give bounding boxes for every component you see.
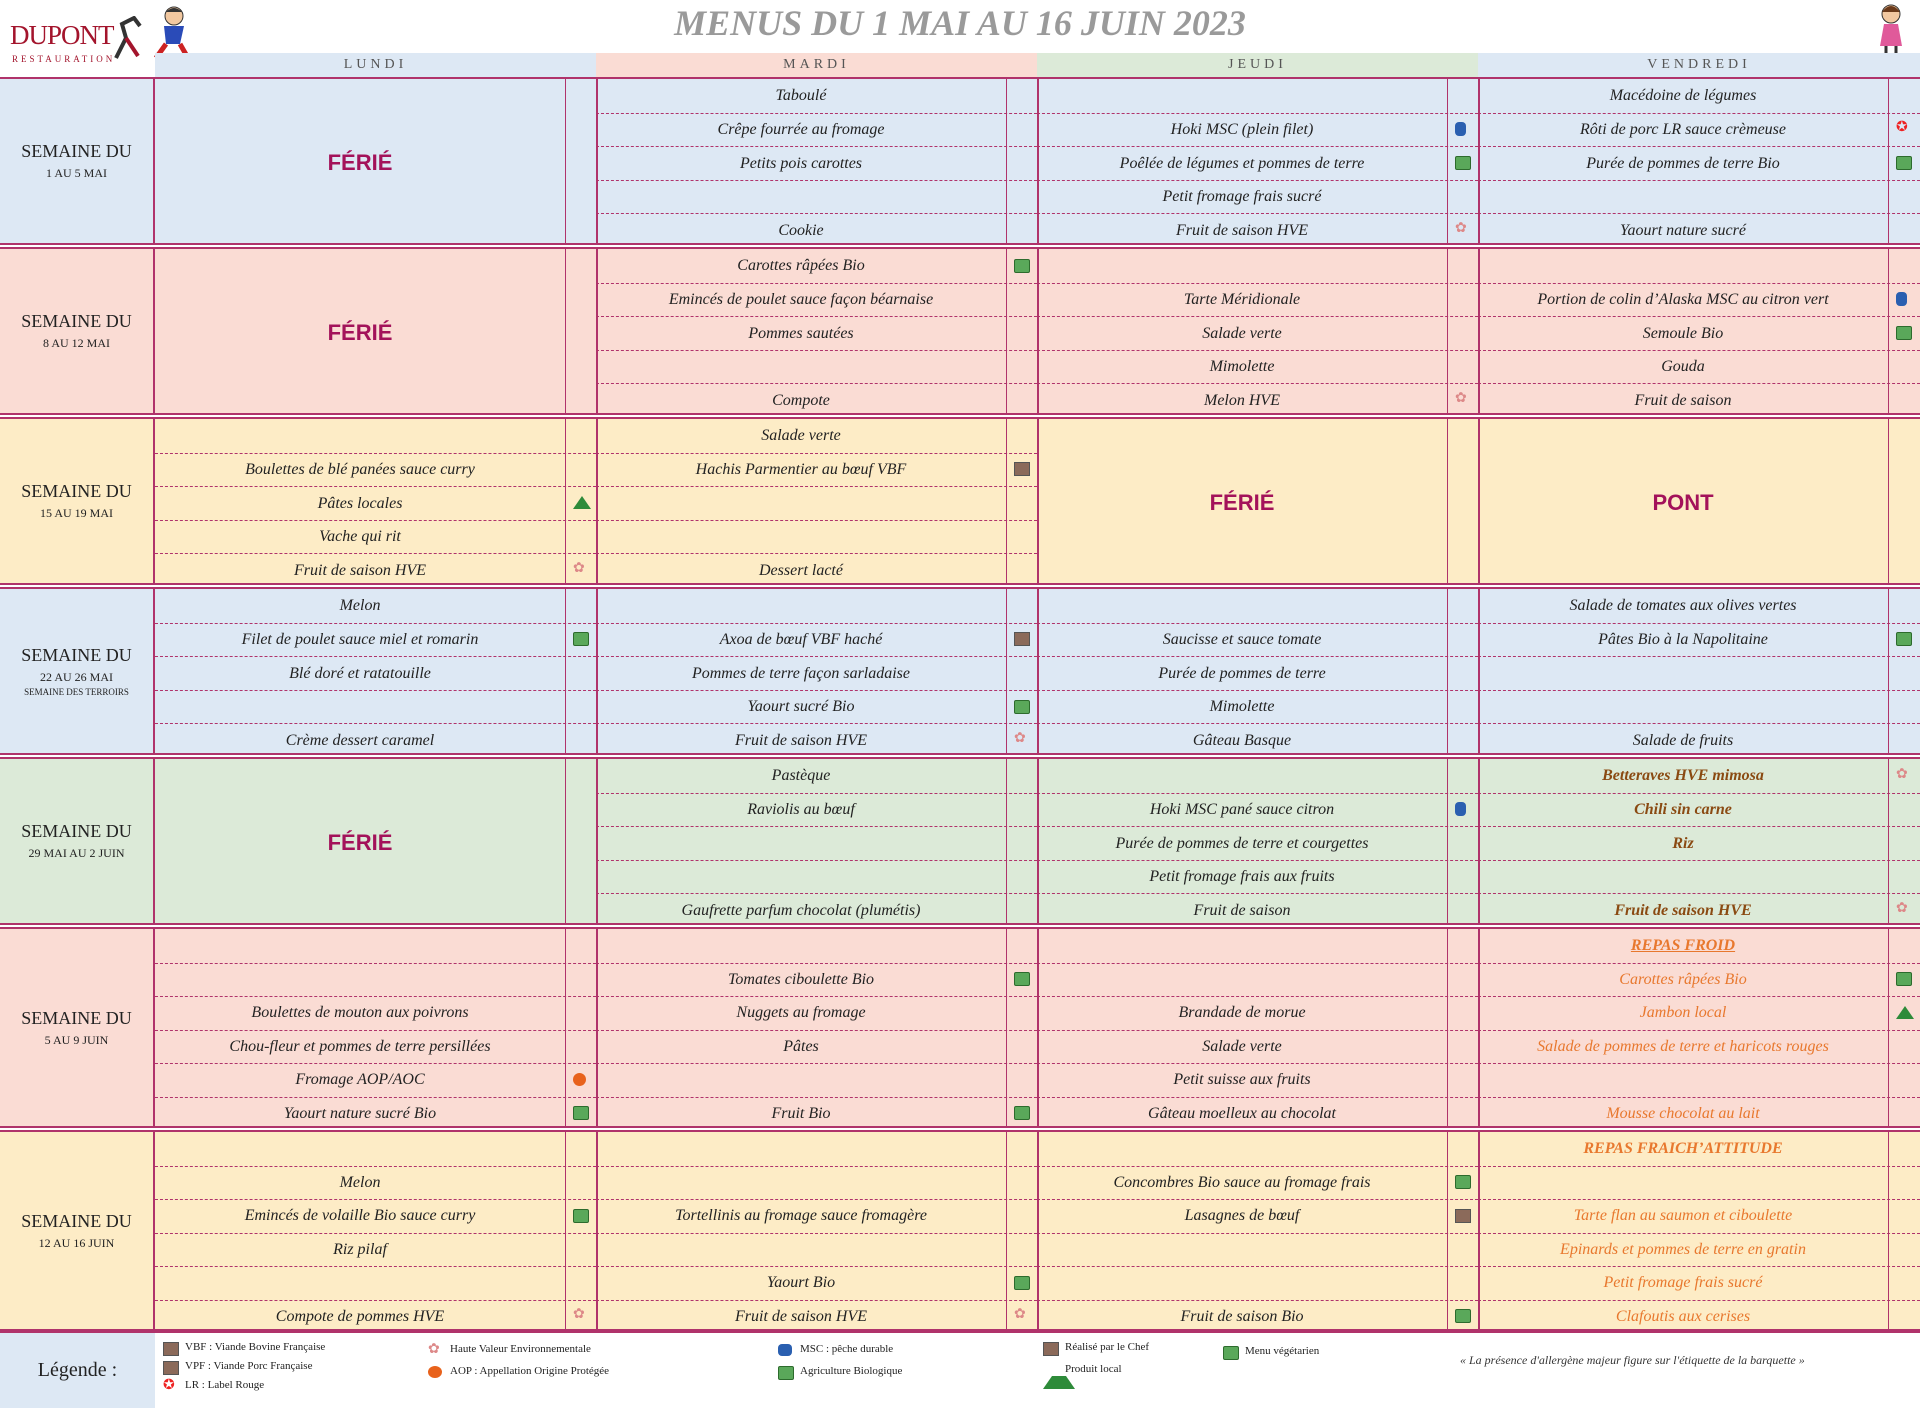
- hve-label-icon: ✿: [1455, 391, 1467, 407]
- menu-item: Salade de fruits: [1632, 731, 1734, 749]
- logo-text: DUPONT: [10, 20, 114, 50]
- bio-label-icon: [1455, 156, 1471, 170]
- legend-title: Légende :: [0, 1333, 155, 1408]
- menu-item: Crêpe fourrée au fromage: [717, 120, 885, 138]
- menu-item: Salade verte: [761, 427, 841, 445]
- week-label: [0, 589, 155, 753]
- week-label-title: SEMAINE DU: [21, 481, 132, 501]
- week-block: [0, 587, 1920, 755]
- menu-item: Melon: [339, 597, 381, 615]
- column-divider: [1888, 589, 1889, 753]
- menu-item: Compote: [772, 391, 830, 409]
- menu-item: Emincés de volaille Bio sauce curry: [244, 1207, 476, 1225]
- legend-item: MSC : pêche durable: [800, 1343, 894, 1355]
- page-title: MENUS DU 1 MAI AU 16 JUIN 2023: [674, 3, 1246, 43]
- week-label-dates: 29 MAI AU 2 JUIN: [28, 846, 125, 860]
- vbf-label-icon: [1014, 632, 1030, 646]
- menu-item: Pâtes Bio à la Napolitaine: [1598, 630, 1768, 648]
- vbf-label-icon: [1014, 462, 1030, 476]
- column-divider: [1006, 589, 1007, 753]
- menu-item: Fruit de saison Bio: [1180, 1307, 1304, 1325]
- vbf-label-icon: [1455, 1209, 1471, 1223]
- menu-item: Hachis Parmentier au bœuf VBF: [695, 460, 907, 478]
- week-label: [0, 249, 155, 413]
- menu-item: Boulettes de mouton aux poivrons: [251, 1004, 469, 1022]
- msc-label-icon: [1896, 292, 1907, 306]
- hve-label-icon: ✿: [428, 1342, 440, 1357]
- menu-item: [596, 520, 1006, 553]
- menu-item: Fruit de saison HVE: [735, 731, 867, 749]
- menu-item: [155, 1132, 565, 1165]
- menu-item: Pommes de terre façon sarladaise: [691, 664, 911, 682]
- legend-item: Réalisé par le Chef: [1065, 1341, 1149, 1353]
- menu-item: Epinards et pommes de terre en gratin: [1560, 1240, 1806, 1258]
- menu-item: Dessert lacté: [759, 561, 843, 579]
- menu-item: [596, 1063, 1006, 1096]
- bio-label-icon: [1014, 259, 1030, 273]
- aop-label-icon: [428, 1366, 442, 1378]
- menu-item: Fruit de saison: [1193, 901, 1291, 919]
- hve-label-icon: ✿: [1014, 731, 1026, 747]
- column-divider: [1888, 79, 1889, 243]
- menu-item: Mimolette: [1209, 698, 1275, 716]
- menu-item: Pastèque: [771, 767, 831, 785]
- menu-item: [596, 1166, 1006, 1199]
- menu-item: Melon HVE: [1204, 391, 1280, 409]
- menu-item: Fruit de saison HVE: [1176, 221, 1308, 239]
- column-divider: [1447, 79, 1448, 243]
- menu-item: Purée de pommes de terre: [1158, 664, 1326, 682]
- menu-item: Fruit de saison HVE: [1614, 901, 1752, 919]
- week-label-dates: 15 AU 19 MAI: [39, 506, 113, 520]
- menu-item: Semoule Bio: [1642, 324, 1724, 342]
- menu-item: Raviolis au bœuf: [747, 800, 855, 818]
- menu-item: Pâtes locales: [317, 494, 403, 512]
- menu-item: [596, 350, 1006, 383]
- week-block: [0, 927, 1920, 1128]
- hve-label-icon: ✿: [1896, 901, 1908, 917]
- week-block: [0, 1130, 1920, 1331]
- column-divider: [1447, 589, 1448, 753]
- column-divider: [565, 759, 566, 923]
- bio-label-icon: [1014, 1276, 1030, 1290]
- column-divider: [1888, 419, 1889, 583]
- week-label-title: SEMAINE DU: [21, 645, 132, 665]
- menu-item: REPAS FROID: [1630, 937, 1736, 955]
- column-divider: [565, 419, 566, 583]
- menu-item: Gâteau Basque: [1192, 731, 1292, 749]
- week-block: [0, 247, 1920, 415]
- menu-item: Purée de pommes de terre Bio: [1586, 154, 1780, 172]
- legend-item: Menu végétarien: [1245, 1345, 1320, 1357]
- week-label-dates: 1 AU 5 MAI: [45, 166, 107, 180]
- menu-item: Petit fromage frais aux fruits: [1149, 868, 1335, 886]
- menu-item: [155, 419, 565, 452]
- holiday-label: FÉRIÉ: [327, 830, 393, 855]
- menu-item: [1037, 1132, 1447, 1165]
- menu-item: [155, 690, 565, 723]
- legend-item: VPF : Viande Porc Française: [185, 1360, 313, 1372]
- bio-label-icon: [1014, 1106, 1030, 1120]
- menu-item: Yaourt nature sucré Bio: [283, 1104, 437, 1122]
- menu-item: Yaourt Bio: [766, 1274, 836, 1292]
- column-divider: [1006, 759, 1007, 923]
- menu-item: Hoki MSC pané sauce citron: [1149, 800, 1335, 818]
- menu-item: [1037, 1233, 1447, 1266]
- menu-item: [1478, 180, 1888, 213]
- menu-item: Petits pois carottes: [739, 154, 863, 172]
- menu-item: REPAS FRAICH’ATTITUDE: [1583, 1140, 1783, 1158]
- menu-item: [596, 487, 1006, 520]
- bio-label-icon: [573, 1106, 589, 1120]
- week-label-dates: 8 AU 12 MAI: [42, 336, 110, 350]
- menu-item: Taboulé: [775, 87, 827, 105]
- menu-item: Carottes râpées Bio: [737, 257, 865, 275]
- day-header-mardi: MARDI: [596, 53, 1037, 77]
- menu-item: Riz: [1672, 834, 1694, 852]
- bio-label-icon: [1014, 972, 1030, 986]
- bio-label-icon: [1455, 1175, 1471, 1189]
- menu-item: Clafoutis aux cerises: [1615, 1307, 1751, 1325]
- menu-item: Compote de pommes HVE: [275, 1307, 445, 1325]
- menu-item: Mimolette: [1209, 358, 1275, 376]
- week-label: [0, 759, 155, 923]
- week-block: [0, 417, 1920, 585]
- menu-item: [1037, 963, 1447, 996]
- menu-item: Concombres Bio sauce au fromage frais: [1113, 1173, 1371, 1191]
- hve-label-icon: ✿: [573, 1307, 585, 1323]
- menu-item: Tarte Méridionale: [1183, 290, 1301, 308]
- menu-item: Macédoine de légumes: [1609, 87, 1757, 105]
- menu-item: [1037, 589, 1447, 622]
- menu-item: Pommes sautées: [748, 324, 854, 342]
- menu-item: Melon: [339, 1173, 381, 1191]
- menu-item: [1037, 79, 1447, 112]
- menu-item: Jambon local: [1639, 1004, 1727, 1022]
- holiday-label: FÉRIÉ: [327, 320, 393, 345]
- week-label: [0, 1132, 155, 1329]
- menu-item: Yaourt nature sucré: [1620, 221, 1746, 239]
- hve-label-icon: ✿: [1455, 221, 1467, 237]
- lr-label-icon: ✪: [1896, 120, 1908, 136]
- hve-label-icon: ✿: [1014, 1307, 1026, 1323]
- menu-item: Purée de pommes de terre et courgettes: [1115, 834, 1369, 852]
- menu-item: Axoa de bœuf VBF haché: [719, 630, 883, 648]
- menu-item: Blé doré et ratatouille: [289, 664, 431, 682]
- week-label-title: SEMAINE DU: [21, 821, 132, 841]
- week-label-dates: 5 AU 9 JUIN: [44, 1032, 109, 1047]
- bio-label-icon: [1455, 1309, 1471, 1323]
- week-label-dates: 12 AU 16 JUIN: [38, 1235, 115, 1250]
- week-block: [0, 757, 1920, 925]
- menu-item: [1478, 249, 1888, 282]
- menu-item: Carottes râpées Bio: [1619, 970, 1747, 988]
- menu-item: Yaourt sucré Bio: [747, 698, 855, 716]
- column-divider: [1888, 249, 1889, 413]
- bio-label-icon: [778, 1366, 794, 1380]
- menu-item: Emincés de poulet sauce façon béarnaise: [668, 290, 934, 308]
- week-label: [0, 419, 155, 583]
- menu-item: [596, 180, 1006, 213]
- menu-item: [1478, 1063, 1888, 1096]
- msc-label-icon: [1455, 802, 1466, 816]
- holiday-label: FÉRIÉ: [1209, 490, 1275, 515]
- menu-item: Pâtes: [783, 1037, 819, 1055]
- menu-item: [1478, 690, 1888, 723]
- menu-item: Chili sin carne: [1634, 800, 1732, 818]
- menu-item: Tortellinis au fromage sauce fromagère: [675, 1207, 927, 1225]
- menu-item: [596, 1132, 1006, 1165]
- hve-label-icon: ✿: [573, 561, 585, 577]
- menu-item: [1478, 1166, 1888, 1199]
- menu-item: Rôti de porc LR sauce crèmeuse: [1579, 120, 1786, 138]
- column-divider: [565, 79, 566, 243]
- menu-item: Salade de pommes de terre et haricots rouges: [1537, 1037, 1829, 1055]
- menu-item: [596, 929, 1006, 962]
- menu-item: Riz pilaf: [333, 1240, 387, 1258]
- menu-item: Petit fromage frais sucré: [1162, 188, 1322, 206]
- menu-item: Tomates ciboulette Bio: [727, 970, 875, 988]
- menu-item: Salade verte: [1202, 324, 1282, 342]
- menu-item: Mousse chocolat au lait: [1606, 1104, 1760, 1122]
- menu-item: [1037, 1266, 1447, 1299]
- menu-item: Brandade de morue: [1178, 1004, 1306, 1022]
- menu-item: [155, 1266, 565, 1299]
- column-divider: [1447, 759, 1448, 923]
- bio-label-icon: [1896, 632, 1912, 646]
- allergen-note: « La présence d'allergène majeur figure sur l'étiquette de la barquette »: [1460, 1353, 1805, 1367]
- menu-item: Nuggets au fromage: [736, 1004, 866, 1022]
- menu-item: [155, 929, 565, 962]
- legend-item: LR : Label Rouge: [185, 1379, 265, 1391]
- menu-item: [1037, 929, 1447, 962]
- menu-item: Cookie: [778, 221, 824, 239]
- column-divider: [565, 249, 566, 413]
- local-label-icon: [573, 496, 591, 509]
- bio-label-icon: [1896, 972, 1912, 986]
- day-header-vendredi: VENDREDI: [1478, 53, 1920, 77]
- week-label-title: SEMAINE DU: [21, 1007, 132, 1028]
- msc-label-icon: [1455, 122, 1466, 136]
- menu-item: Fromage AOP/AOC: [295, 1071, 425, 1089]
- menu-item: Salade verte: [1202, 1037, 1282, 1055]
- menu-item: Hoki MSC (plein filet): [1170, 120, 1314, 138]
- week-block: [0, 77, 1920, 245]
- menu-item: Boulettes de blé panées sauce curry: [245, 460, 475, 478]
- aop-label-icon: [573, 1073, 586, 1086]
- bio-label-icon: [573, 632, 589, 646]
- menu-item: Crème dessert caramel: [285, 731, 435, 749]
- menu-item: [1478, 657, 1888, 690]
- bio-label-icon: [1896, 326, 1912, 340]
- week-label-title: SEMAINE DU: [21, 1210, 132, 1231]
- vbf-label-icon: [163, 1342, 179, 1356]
- week-label-dates: 22 AU 26 MAI: [39, 670, 113, 684]
- menu-item: Betteraves HVE mimosa: [1602, 767, 1764, 785]
- menu-item: [155, 963, 565, 996]
- column-divider: [1888, 759, 1889, 923]
- column-divider: [1447, 249, 1448, 413]
- menu-item: Lasagnes de bœuf: [1184, 1207, 1300, 1225]
- menu-item: Fruit de saison HVE: [735, 1307, 867, 1325]
- vbf-label-icon: [163, 1361, 179, 1375]
- menu-item: Fruit de saison: [1634, 391, 1732, 409]
- day-header-lundi: LUNDI: [155, 53, 596, 77]
- menu-item: [1037, 759, 1447, 792]
- menu-item: Fruit de saison HVE: [294, 561, 426, 579]
- week-label-title: SEMAINE DU: [21, 311, 132, 331]
- column-divider: [1006, 79, 1007, 243]
- legend-item: VBF : Viande Bovine Française: [185, 1341, 326, 1353]
- menu-item: [1478, 860, 1888, 893]
- column-divider: [1006, 249, 1007, 413]
- legend-item: AOP : Appellation Origine Protégée: [450, 1365, 610, 1377]
- menu-item: Saucisse et sauce tomate: [1162, 630, 1322, 648]
- vbf-label-icon: [1043, 1342, 1059, 1356]
- menu-item: Salade de tomates aux olives vertes: [1569, 597, 1797, 615]
- week-label-title: SEMAINE DU: [21, 141, 132, 161]
- legend-item: Agriculture Biologique: [800, 1365, 903, 1377]
- week-label: [0, 929, 155, 1126]
- holiday-label: PONT: [1652, 490, 1714, 515]
- legend: [0, 1331, 1920, 1408]
- menu-item: Portion de colin d’Alaska MSC au citron vert: [1537, 290, 1829, 308]
- menu-item: Gâteau moelleux au chocolat: [1148, 1104, 1336, 1122]
- menu-item: Poêlée de légumes et pommes de terre: [1119, 154, 1365, 172]
- day-header-jeudi: JEUDI: [1037, 53, 1478, 77]
- logo-subtitle: RESTAURATION: [12, 54, 116, 64]
- column-divider: [1447, 419, 1448, 583]
- hve-label-icon: ✿: [1896, 766, 1908, 782]
- menu-item: Petit suisse aux fruits: [1173, 1071, 1311, 1089]
- bio-label-icon: [1014, 700, 1030, 714]
- menu-item: [596, 1233, 1006, 1266]
- legend-item: Haute Valeur Environnementale: [450, 1343, 591, 1355]
- column-divider: [565, 589, 566, 753]
- menu-item: Tarte flan au saumon et ciboulette: [1573, 1207, 1793, 1225]
- bio-label-icon: [1896, 156, 1912, 170]
- menu-item: Fruit Bio: [771, 1104, 831, 1122]
- menu-item: Filet de poulet sauce miel et romarin: [241, 630, 479, 648]
- holiday-label: FÉRIÉ: [327, 150, 393, 175]
- mascot-girl-icon: [1868, 2, 1914, 58]
- menu-item: [596, 860, 1006, 893]
- column-divider: [1006, 419, 1007, 583]
- msc-label-icon: [778, 1344, 792, 1356]
- week-label: [0, 79, 155, 243]
- menu-item: [1037, 249, 1447, 282]
- menu-item: Petit fromage frais sucré: [1603, 1274, 1763, 1292]
- menu-item: Gouda: [1661, 358, 1705, 376]
- menu-item: [596, 589, 1006, 622]
- bio-label-icon: [573, 1209, 589, 1223]
- menu-item: Gaufrette parfum chocolat (plumétis): [681, 901, 921, 919]
- lr-label-icon: ✪: [163, 1378, 175, 1393]
- bio-label-icon: [1223, 1346, 1239, 1360]
- week-label-theme: SEMAINE DES TERROIRS: [24, 687, 129, 697]
- menu-item: [596, 827, 1006, 860]
- local-label-icon: [1896, 1006, 1914, 1019]
- legend-item: Produit local: [1065, 1363, 1122, 1375]
- menu-item: Vache qui rit: [319, 528, 401, 546]
- menu-item: Chou-fleur et pommes de terre persillées: [229, 1037, 491, 1055]
